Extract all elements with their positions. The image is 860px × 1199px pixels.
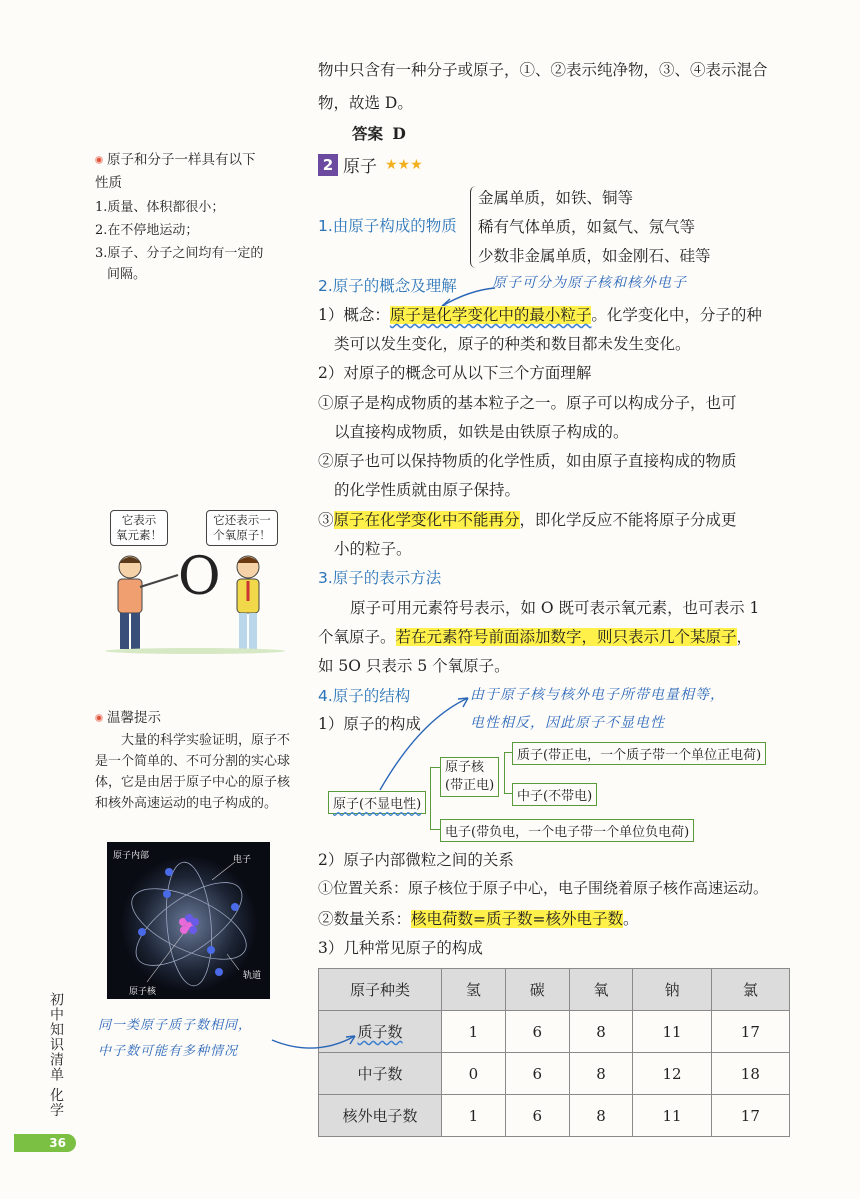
table-row-label: 核外电子数 [319, 1095, 442, 1137]
text-line: ②原子也可以保持物质的化学性质，如由原子直接构成的物质 [318, 452, 737, 470]
text-line: 2）原子内部微粒之间的关系 [318, 851, 514, 869]
bubble-right-l1: 它还表示一 [213, 513, 271, 527]
part4-heading: 4.原子的结构 [318, 687, 411, 705]
table-header-row [319, 969, 790, 1011]
tip1-item: 1.质量、体积都很小； [95, 200, 225, 215]
table-cell: 18 [711, 1053, 789, 1095]
label-electron: 电子 [233, 855, 252, 865]
hand-note: 由于原子核与核外电子所带电量相等， [470, 687, 725, 703]
table-row [319, 1011, 790, 1053]
bubble-left-l1: 它表示 [121, 513, 157, 527]
def-highlight: 原子是化学变化中的最小粒子 [389, 306, 592, 324]
table-cell: 6 [505, 1095, 569, 1137]
text-line: 小的粒子。 [334, 540, 412, 558]
row-label-text: 质子数 [357, 1023, 403, 1041]
c3-rest: ，即化学反应不能将原子分成更 [519, 511, 737, 529]
table-header-cell: 原子种类 [319, 969, 442, 1011]
page-number: 36 [14, 1134, 76, 1152]
table-header-cell: 氧 [569, 969, 633, 1011]
tip1-title [95, 150, 290, 171]
tip1-item: 3.原子、分子之间均有一定的 [95, 246, 264, 261]
annotation-arrow [270, 1028, 360, 1058]
tip1-item: 间隔。 [107, 267, 147, 282]
tip1-item: 2.在不停地运动； [95, 223, 199, 238]
tree-electron: 电子(带负电，一个电子带一个单位负电荷) [440, 819, 694, 842]
list-item: 少数非金属单质，如金刚石、硅等 [478, 247, 711, 265]
c3-prefix: ③ [318, 511, 334, 529]
label-nucleus: 原子核 [129, 987, 157, 997]
text-line: 2）对原子的概念可从以下三个方面理解 [318, 364, 592, 382]
tree-neutron: 中子(不带电) [512, 783, 597, 806]
table-cell: 17 [711, 1095, 789, 1137]
def-prefix: 1）概念： [318, 306, 390, 324]
table-cell: 11 [633, 1011, 711, 1053]
tip2-title-text: 温馨提示 [107, 710, 161, 726]
p2-highlight: 若在元素符号前面添加数字，则只表示几个某原子 [395, 628, 737, 646]
atom-interior-image [107, 842, 270, 999]
qty-prefix: ②数量关系： [318, 910, 412, 928]
bullet-icon [95, 714, 103, 722]
section-number: 2 [318, 154, 338, 176]
speech-bubble-left [110, 510, 168, 546]
list-item: 金属单质，如铁、铜等 [478, 189, 634, 207]
answer-value: D [392, 124, 406, 143]
list-item: 稀有气体单质，如氦气、氖气等 [478, 218, 696, 236]
answer-label: 答案 [352, 124, 384, 143]
text-line [318, 907, 639, 929]
part2-heading: 2.原子的概念及理解 [318, 277, 457, 295]
speech-bubble-right [206, 510, 278, 546]
teacher-and-student-figure [100, 545, 290, 655]
bubble-left-l2: 氧元素！ [116, 528, 162, 542]
text-line: 原子可用元素符号表示，如 O 既可表示氧元素，也可表示 1 [350, 599, 760, 617]
answer [352, 122, 406, 144]
tree-root-label: 原子(不显电性) [333, 797, 422, 812]
table-cell: 0 [442, 1053, 506, 1095]
table-row-label: 中子数 [319, 1053, 442, 1095]
tree-root [328, 791, 426, 814]
definition-line [318, 303, 762, 325]
hand-note: 同一类原子质子数相同， [98, 1018, 253, 1033]
table-cell: 11 [633, 1095, 711, 1137]
table-cell: 8 [569, 1011, 633, 1053]
label-orbit: 轨道 [243, 971, 262, 981]
tip2-text: 大量的科学实验证明，原子不是一个简单的、不可分割的实心球体，它是由居于原子中心的原子核和核外高速运动的电子构成的。 [95, 733, 291, 811]
tip1-list [95, 197, 290, 285]
tree-proton: 质子(带正电，一个质子带一个单位正电荷) [512, 742, 766, 765]
tree-bracket [430, 767, 440, 830]
section-header [318, 152, 423, 177]
hand-note: 电性相反，因此原子不显电性 [470, 715, 665, 731]
table-cell: 12 [633, 1053, 711, 1095]
def-rest: 。化学变化中，分子的种 [591, 306, 762, 324]
table-cell: 8 [569, 1053, 633, 1095]
text-line: 的化学性质就由原子保持。 [334, 481, 521, 499]
text-line: 3）几种常见原子的构成 [318, 939, 483, 957]
text-line: 物，故选 D。 [318, 94, 413, 112]
part1-list [478, 184, 711, 271]
text-line: ①位置关系：原子核位于原子中心，电子围绕着原子核作高速运动。 [318, 879, 769, 897]
table-cell: 1 [442, 1011, 506, 1053]
table-cell: 17 [711, 1011, 789, 1053]
oxygen-cartoon [100, 505, 290, 655]
table-header-cell: 钠 [633, 969, 711, 1011]
tip2-title [95, 708, 290, 729]
table-header-cell: 氯 [711, 969, 789, 1011]
text-line: 1）原子的构成 [318, 715, 421, 733]
text-line [318, 625, 752, 647]
label-inside: 原子内部 [113, 851, 150, 861]
table-cell: 6 [505, 1011, 569, 1053]
p2-rest: ， [736, 628, 753, 646]
qty-rest: 。 [623, 910, 639, 928]
table-row [319, 1053, 790, 1095]
bubble-right-l2: 个氧原子！ [213, 528, 271, 542]
text-line: 以直接构成物质，如铁是由铁原子构成的。 [334, 423, 629, 441]
tree-nucleus-l2: (带正电) [445, 778, 495, 793]
book-title: 初中知识清单 化学 [48, 992, 64, 1118]
hand-note: 原子可分为原子核和核外电子 [492, 275, 687, 291]
table-cell: 8 [569, 1095, 633, 1137]
atoms-table [318, 968, 790, 1137]
text-line: 如 5O 只表示 5 个氧原子。 [318, 657, 510, 675]
qty-highlight: 核电荷数=质子数=核外电子数 [411, 910, 623, 928]
c3-highlight: 原子在化学变化中不能再分 [333, 511, 520, 529]
section-title: 原子 [343, 157, 377, 177]
rating-stars: ★★★ [385, 156, 423, 173]
p2-prefix: 个氧原子。 [318, 628, 396, 646]
part1-label: 1.由原子构成的物质 [318, 217, 457, 235]
table-row [319, 1095, 790, 1137]
text-line: 类可以发生变化，原子的种类和数目都未发生变化。 [334, 335, 691, 353]
table-header-cell: 氢 [442, 969, 506, 1011]
tip1-title-l1: 原子和分子一样具有以下 [107, 152, 256, 168]
part3-heading: 3.原子的表示方法 [318, 569, 442, 587]
text-line: ①原子是构成物质的基本粒子之一。原子可以构成分子，也可 [318, 394, 737, 412]
table-cell: 6 [505, 1053, 569, 1095]
table-cell: 1 [442, 1095, 506, 1137]
text-line [318, 508, 737, 530]
table-header-cell: 碳 [505, 969, 569, 1011]
tree-bracket [504, 752, 512, 794]
bullet-icon [95, 156, 103, 164]
text-line: 物中只含有一种分子或原子，①、②表示纯净物，③、④表示混合 [318, 61, 768, 79]
tip1-title-l2: 性质 [95, 175, 122, 191]
tree-nucleus-l1: 原子核 [445, 760, 485, 775]
oxygen-symbol: O [178, 547, 221, 607]
hand-note: 中子数可能有多种情况 [98, 1044, 239, 1059]
